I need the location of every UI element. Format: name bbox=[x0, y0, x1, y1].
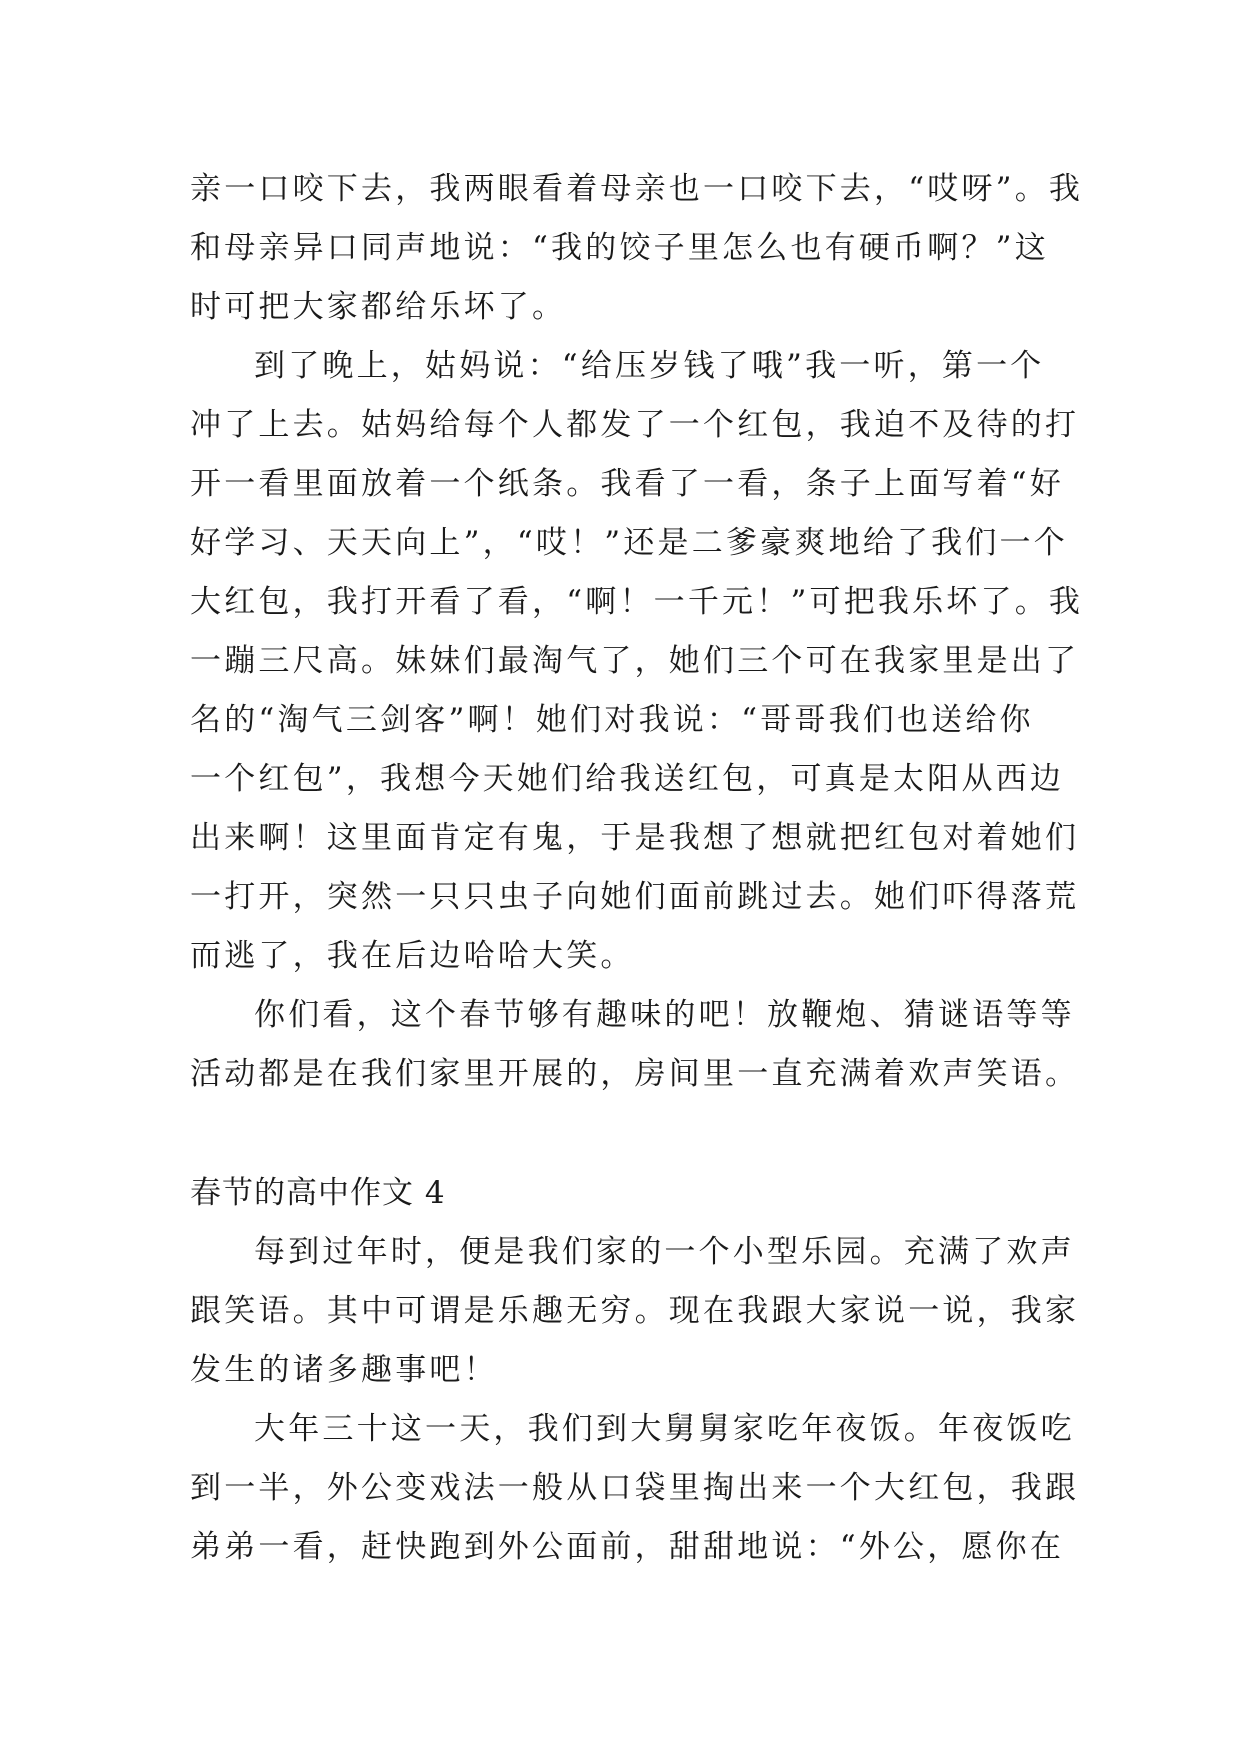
paragraph-start-line: 大年三十这一天，我们到大舅舅家吃年夜饭。年夜饭吃 bbox=[254, 1411, 1075, 1447]
paragraph-start-line: 到了晚上，姑妈说：“给压岁钱了哦”我一听，第一个 bbox=[254, 348, 1045, 384]
text-line: 一个红包”，我想今天她们给我送红包，可真是太阳从西边 bbox=[190, 761, 1065, 797]
text-line: 和母亲异口同声地说：“我的饺子里怎么也有硬币啊？”这 bbox=[190, 230, 1049, 266]
text-line: 跟笑语。其中可谓是乐趣无穷。现在我跟大家说一说，我家 bbox=[190, 1293, 1080, 1329]
text-line: 发生的诸多趣事吧！ bbox=[190, 1352, 498, 1388]
text-line: 大红包，我打开看了看，“啊！一千元！”可把我乐坏了。我 bbox=[190, 584, 1084, 620]
text-line: 时可把大家都给乐坏了。 bbox=[190, 289, 567, 325]
text-line: 名的“淘气三剑客”啊！她们对我说：“哥哥我们也送给你 bbox=[190, 702, 1034, 738]
essay-body bbox=[190, 160, 1084, 1577]
text-line: 好学习、天天向上”，“哎！”还是二爹豪爽地给了我们一个 bbox=[190, 525, 1068, 561]
text-line: 亲一口咬下去，我两眼看着母亲也一口咬下去，“哎呀”。我 bbox=[190, 171, 1084, 207]
section-title: 春节的高中作文 4 bbox=[190, 1175, 446, 1211]
text-line: 出来啊！这里面肯定有鬼，于是我想了想就把红包对着她们 bbox=[190, 820, 1080, 856]
text-line: 一打开，突然一只只虫子向她们面前跳过去。她们吓得落荒 bbox=[190, 879, 1080, 915]
text-line: 而逃了，我在后边哈哈大笑。 bbox=[190, 938, 635, 974]
text-line: 一蹦三尺高。妹妹们最淘气了，她们三个可在我家里是出了 bbox=[190, 643, 1080, 679]
text-line: 开一看里面放着一个纸条。我看了一看，条子上面写着“好 bbox=[190, 466, 1065, 502]
text-line: 弟弟一看，赶快跑到外公面前，甜甜地说：“外公，愿你在 bbox=[190, 1529, 1065, 1565]
text-line: 冲了上去。姑妈给每个人都发了一个红包，我迫不及待的打 bbox=[190, 407, 1080, 443]
paragraph-start-line: 每到过年时，便是我们家的一个小型乐园。充满了欢声 bbox=[254, 1234, 1075, 1270]
section-gap bbox=[190, 1104, 1070, 1164]
paragraph-start-line: 你们看，这个春节够有趣味的吧！放鞭炮、猜谜语等等 bbox=[254, 997, 1075, 1033]
text-line: 到一半，外公变戏法一般从口袋里掏出来一个大红包，我跟 bbox=[190, 1470, 1080, 1506]
text-line: 活动都是在我们家里开展的，房间里一直充满着欢声笑语。 bbox=[190, 1056, 1080, 1092]
